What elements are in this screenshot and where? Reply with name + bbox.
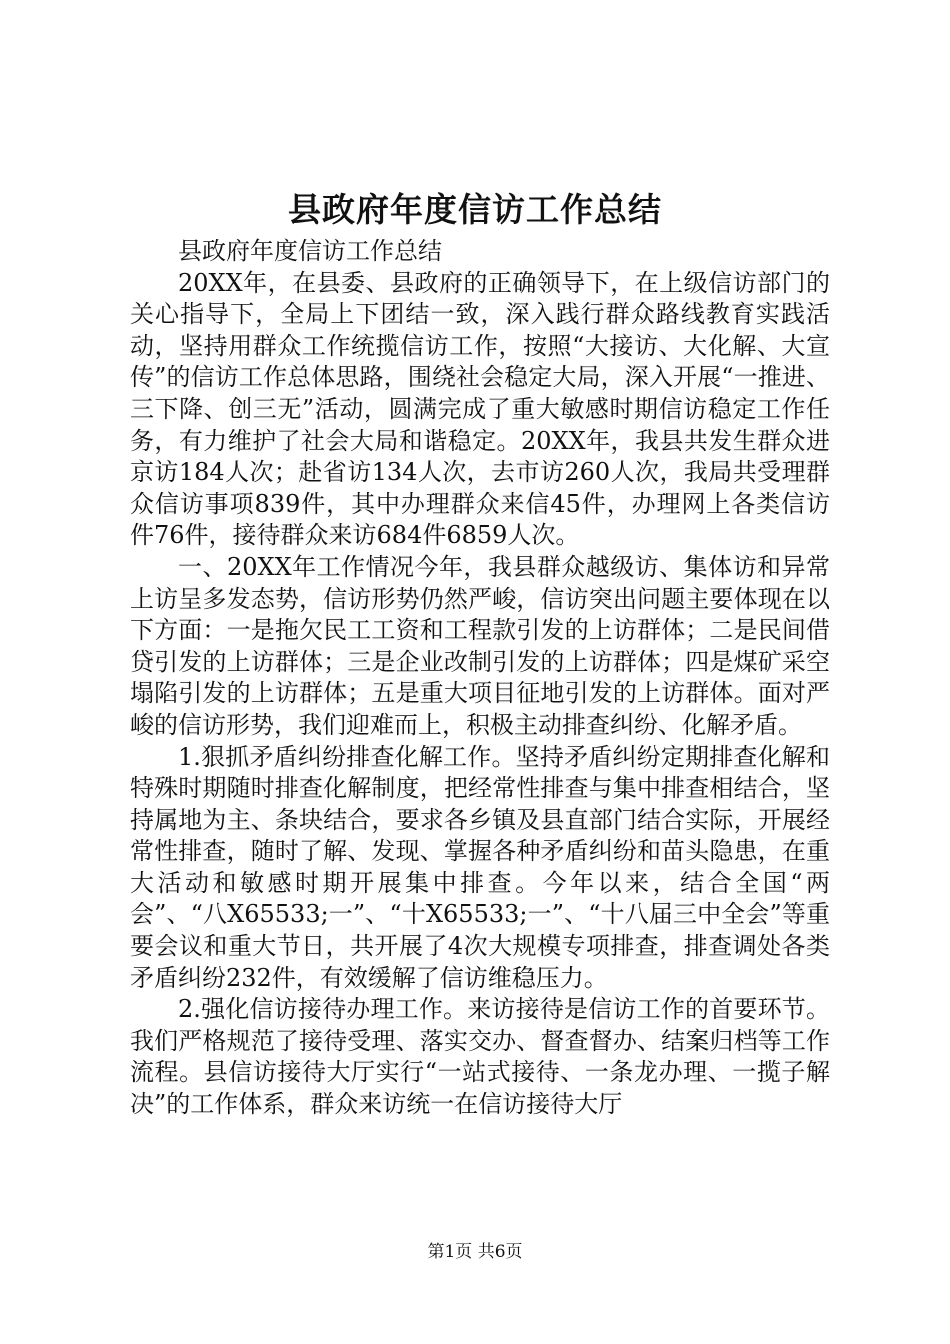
paragraph-item-1: 1.狠抓矛盾纠纷排查化解工作。坚持矛盾纠纷定期排查化解和特殊时期随时排查化解制度，把经常性排查与集中排查相结合，坚持属地为主、条块结合，要求各乡镇及县直部门结合实际，开展经常性排查，随时了解、发现、掌握各种矛盾纠纷和苗头隐患，在重大活动和敏感时期开展集中排查。今年以来，结合全国“两会”、“八X65533;一”、“十X65533;一”、“十八届三中全会”等重要会议和重大节日，共开展了4次大规模专项排查，排查调处各类矛盾纠纷232件，有效缓解了信访维稳压力。: [130, 742, 830, 992]
paragraph-intro: 20XX年，在县委、县政府的正确领导下，在上级信访部门的关心指导下，全局上下团结一致，深入践行群众路线教育实践活动，坚持用群众工作统揽信访工作，按照“大接访、大化解、大宣传”的信访工作总体思路，围绕社会稳定大局，深入开展“一推进、三下降、创三无”活动，圆满完成了重大敏感时期信访稳定工作任务，有力维护了社会大局和谐稳定。20XX年，我县共发生群众进京访184人次；赴省访134人次，去市访260人次，我局共受理群众信访事项839件，其中办理群众来信45件，办理网上各类信访件76件，接待群众来访684件6859人次。: [130, 268, 830, 550]
paragraph-section-1: 一、20XX年工作情况今年，我县群众越级访、集体访和异常上访呈多发态势，信访形势仍然严峻，信访突出问题主要体现在以下方面：一是拖欠民工工资和工程款引发的上访群体；二是民间借贷引发的上访群体；三是企业改制引发的上访群体；四是煤矿采空塌陷引发的上访群体；五是重大项目征地引发的上访群体。面对严峻的信访形势，我们迎难而上，积极主动排查纠纷、化解矛盾。: [130, 552, 830, 739]
document-title: 县政府年度信访工作总结: [288, 190, 662, 229]
paragraph-item-2: 2.强化信访接待办理工作。来访接待是信访工作的首要环节。我们严格规范了接待受理、落实交办、督查督办、结案归档等工作流程。县信访接待大厅实行“一站式接待、一条龙办理、一揽子解决”的工作体系，群众来访统一在信访接待大厅: [130, 995, 830, 1119]
paragraph-subtitle: 县政府年度信访工作总结: [178, 237, 442, 265]
document-body: [130, 236, 830, 1121]
page-footer: 第1页 共6页: [427, 1242, 523, 1262]
